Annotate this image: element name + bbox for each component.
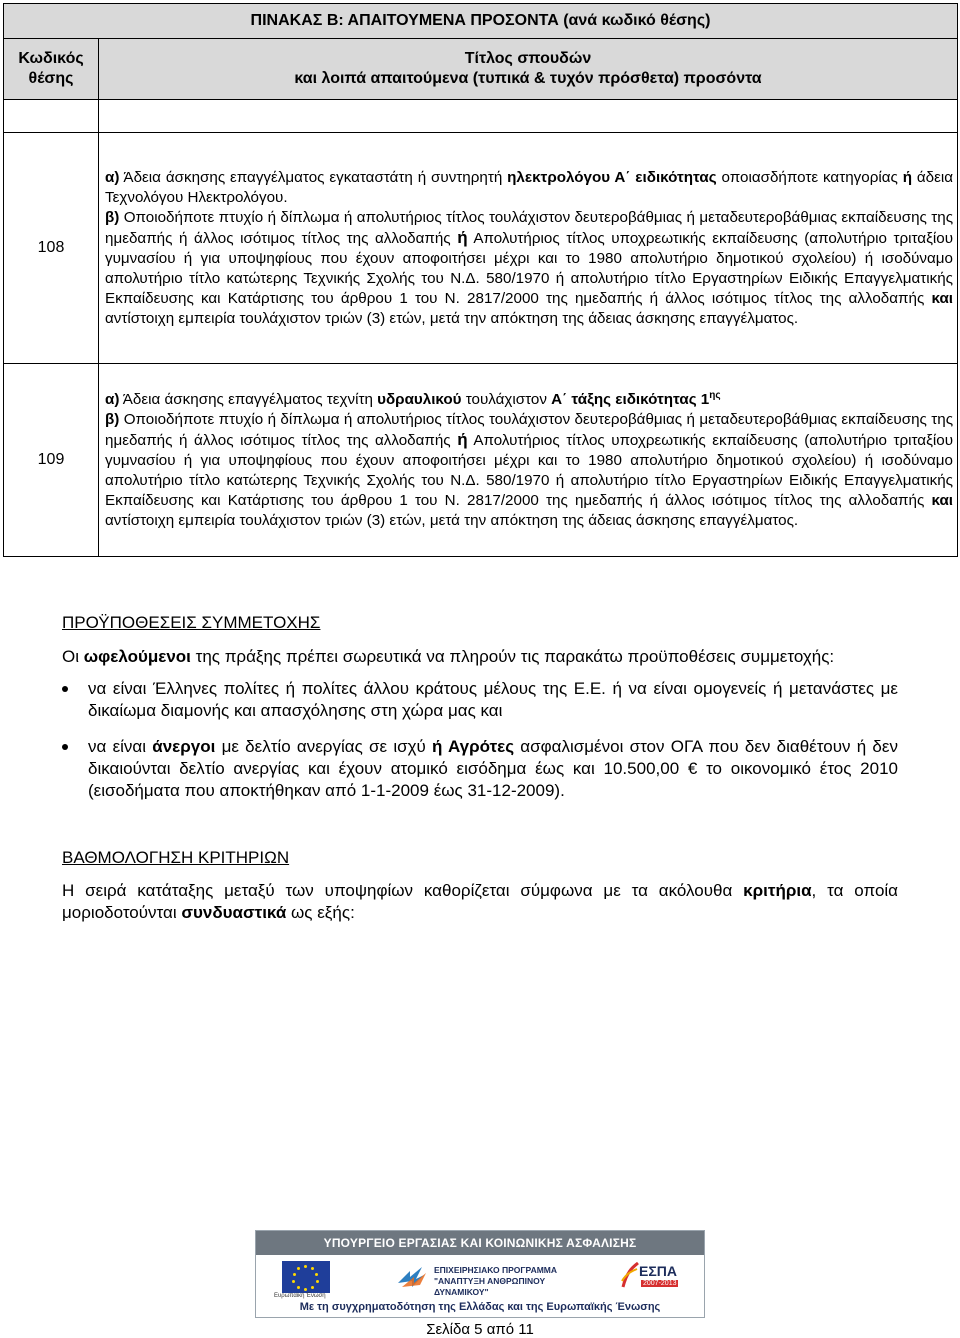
table-title: ΠΙΝΑΚΑΣ Β: ΑΠΑΙΤΟΥΜΕΝΑ ΠΡΟΣΟΝΤΑ (ανά κωδικό θέσης) [4, 4, 958, 39]
scoring-title: ΒΑΘΜΟΛΟΓΗΣΗ ΚΡΙΤΗΡΙΩΝ [62, 848, 290, 867]
eu-flag-icon [282, 1261, 330, 1293]
eu-caption: Ευρωπαϊκή Ένωση [274, 1293, 326, 1299]
cofunding-text: Με τη συγχρηματοδότηση της Ελλάδας και της Ευρωπαϊκής Ένωσης [299, 1301, 661, 1313]
page-number: Σελίδα 5 από 11 [426, 1321, 534, 1338]
requirement-a: α) Άδεια άσκησης επαγγέλματος τεχνίτη υδραυλικού τουλάχιστον Α΄ τάξης ειδικότητας $1^{\eta\varsigma}$ [105, 389, 721, 408]
empty-cell [4, 100, 99, 133]
scoring-intro: Η σειρά κατάταξης μεταξύ των υποψηφίων καθορίζεται σύμφωνα με τα ακόλουθα κριτήρια, τα οποία μοριοδοτούνται συνδυαστικά ως εξής: [62, 881, 899, 922]
espa-swoosh-icon [621, 1261, 639, 1291]
requirement-a: α) Άδεια άσκησης επαγγέλματος εγκαταστάτη ή συντηρητή ηλεκτρολόγου Α΄ ειδικότητας οποιασδήποτε κατηγορίας ή άδεια Τεχνολόγου Ηλεκτρολόγου. [105, 168, 953, 206]
op-text: ΕΠΙΧΕΙΡΗΣΙΑΚΟ ΠΡΟΓΡΑΜΜΑ "ΑΝΑΠΤΥΞΗ ΑΝΘΡΩΠΙΝΟΥ ΔΥΝΑΜΙΚΟΥ" [434, 1265, 558, 1297]
op-arrows-icon [396, 1265, 430, 1289]
list-item: να είναι Έλληνες πολίτες ή πολίτες άλλου κράτους μέλους της Ε.Ε. ή να είναι ομογενείς ή μετανάστες με δικαίωμα διαμονής και απασχόλησης στη χώρα μας και [62, 678, 898, 722]
scoring-section [62, 847, 898, 924]
qualifications-table [3, 3, 958, 557]
participation-section [62, 612, 898, 802]
col-header-code: Κωδικός θέσης [4, 39, 99, 100]
ministry-name: ΥΠΟΥΡΓΕΙΟ ΕΡΓΑΣΙΑΣ ΚΑΙ ΚΟΙΝΩΝΙΚΗΣ ΑΣΦΑΛΙΣΗΣ [256, 1231, 704, 1255]
col-header-qualifications [99, 39, 958, 100]
participation-intro: Οι ωφελούμενοι της πράξης πρέπει σωρευτικά να πληρούν τις παρακάτω προϋποθέσεις συμμετοχής: [62, 647, 835, 666]
table-row [4, 364, 958, 557]
espa-logo: ΕΣΠΑ 2007-2013 [621, 1261, 689, 1293]
list-item: να είναι άνεργοι με δελτίο ανεργίας σε ισχύ ή Αγρότες ασφαλισμένοι στον ΟΓΑ που δεν διαθέτουν ή δεν δικαιούνται δελτίο ανεργίας και έχουν ατομικό εισόδημα έως και 10.500,00 € το οικονομικό έτος 2010 (εισοδήματα που αποκτήθηκαν από 1-1-2009 έως 31-12-2009). [62, 736, 898, 802]
participation-title: ΠΡΟΫΠΟΘΕΣΕΙΣ ΣΥΜΜΕΤΟΧΗΣ [62, 613, 321, 632]
bullet-icon [62, 686, 68, 692]
bullet-icon [62, 744, 68, 750]
empty-cell [99, 100, 958, 133]
col-header-line2: και λοιπά απαιτούμενα (τυπικά & τυχόν πρόσθετα) προσόντα [294, 70, 762, 87]
col-header-line1: Τίτλος σπουδών [464, 50, 592, 67]
position-code: 108 [4, 133, 99, 364]
funding-banner [255, 1230, 705, 1318]
table-row [4, 133, 958, 364]
position-code: 109 [4, 364, 99, 557]
logos-row [256, 1255, 704, 1299]
qualifications-cell [99, 364, 958, 557]
requirement-b: β) Οποιοδήποτε πτυχίο ή δίπλωμα ή απολυτήριος τίτλος τουλάχιστον δευτεροβάθμιας ή μεταδευτεροβάθμιας εκπαίδευσης της ημεδαπής ή άλλος ισότιμος τίτλος της αλλοδαπής ή Απολυτήριος τίτλος υποχρεωτικής εκπαίδευσης (απολυτήριο τριταξίου γυμνασίου ή για υποψηφίους που έχουν αποφοιτήσει μέχρι και το 1980 απολυτήριο δημοτικού σχολείου) ή ισοδύναμο απολυτήριο τίτλο κατώτερης Τεχνικής Σχολής του Ν.Δ. 580/1970 ή απολυτήριο τίτλο Εργαστηρίων Ειδικής Επαγγελματικής Εκπαίδευσης και Κατάρτισης του άρθρου 1 του Ν. 2817/2000 της ημεδαπής ή άλλος ισότιμος τίτλος της αλλοδαπής και αντίστοιχη εμπειρία τουλάχιστον τριών (3) ετών, μετά την απόκτηση της άδειας άσκησης επαγγέλματος. [105, 208, 954, 327]
qualifications-cell [99, 133, 958, 364]
requirement-b: β) Οποιοδήποτε πτυχίο ή δίπλωμα ή απολυτήριος τίτλος τουλάχιστον δευτεροβάθμιας ή μεταδευτεροβάθμιας εκπαίδευσης της ημεδαπής ή άλλος ισότιμος τίτλος της αλλοδαπής ή Απολυτήριος τίτλος υποχρεωτικής εκπαίδευσης (απολυτήριο τριταξίου γυμνασίου ή για υποψηφίους που έχουν αποφοιτήσει μέχρι και το 1980 απολυτήριο δημοτικού σχολείου) ή ισοδύναμο απολυτήριο τίτλο κατώτερης Τεχνικής Σχολής του Ν.Δ. 580/1970 ή απολυτήριο τίτλο Εργαστηρίων Ειδικής Επαγγελματικής Εκπαίδευσης και Κατάρτισης του άρθρου 1 του Ν. 2817/2000 της ημεδαπής ή άλλος ισότιμος τίτλος της αλλοδαπής και αντίστοιχη εμπειρία τουλάχιστον τριών (3) ετών, μετά την απόκτηση της άδειας άσκησης επαγγέλματος. [105, 410, 954, 529]
